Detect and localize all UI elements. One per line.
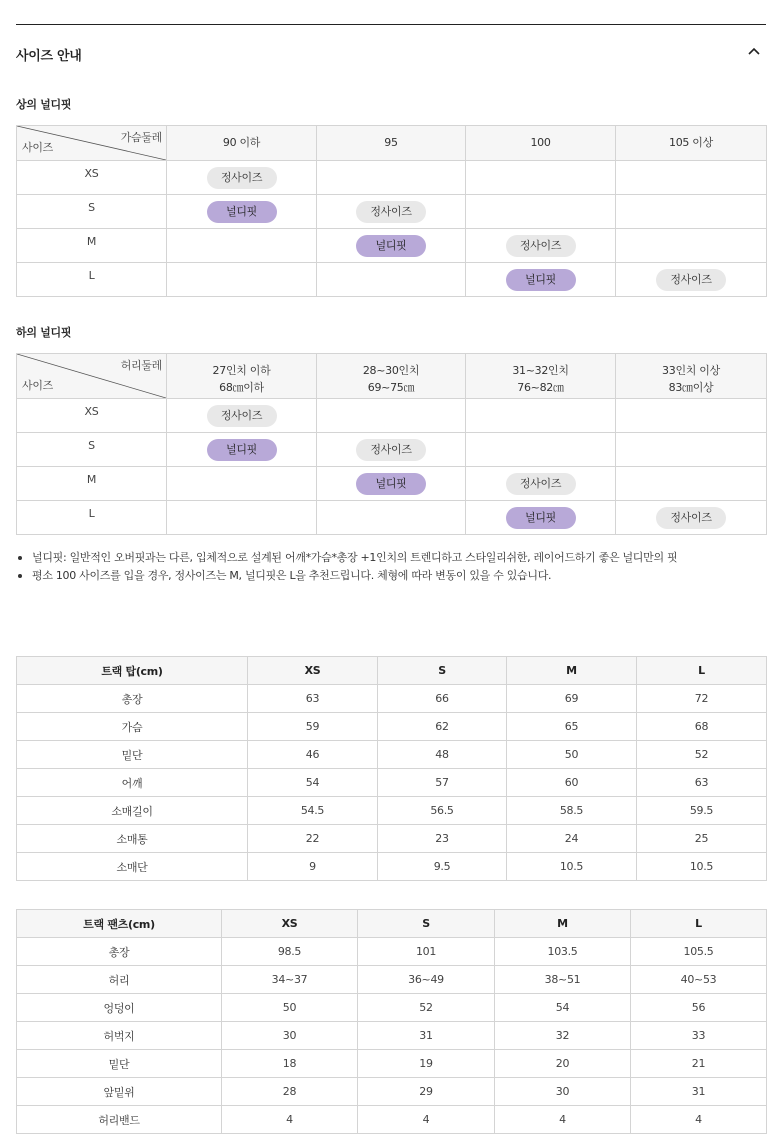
- measure-value: 4: [631, 1106, 767, 1134]
- measure-value: 59: [248, 713, 378, 741]
- standard-size-badge: 정사이즈: [207, 405, 277, 427]
- fit-cell: [317, 467, 466, 501]
- measure-value: 22: [248, 825, 378, 853]
- corner-cell: [17, 354, 167, 399]
- column-header: 90 이하: [167, 126, 317, 161]
- fit-row-l: [17, 501, 767, 535]
- column-header-inch: 33인치 이상: [662, 364, 720, 377]
- track-pants-table: [16, 909, 767, 1134]
- measure-label: 소매통: [17, 825, 248, 853]
- fit-cell: [616, 263, 767, 297]
- standard-size-badge: 정사이즈: [506, 473, 576, 495]
- fit-cell: [616, 195, 767, 229]
- fit-row-l: [17, 263, 767, 297]
- measure-label: 총장: [17, 685, 248, 713]
- column-header: [167, 354, 317, 399]
- column-header: [317, 354, 466, 399]
- fit-cell: [616, 399, 767, 433]
- standard-size-badge: 정사이즈: [356, 201, 426, 223]
- size-label: S: [17, 195, 167, 229]
- fit-cell: [317, 433, 466, 467]
- corner-cell: [17, 126, 167, 161]
- measure-value: 62: [378, 713, 507, 741]
- fit-cell: [317, 195, 466, 229]
- size-label: XS: [17, 161, 167, 195]
- bottom-fit-table: [16, 353, 767, 535]
- size-column-header: XS: [222, 910, 358, 938]
- top-fit-table: [16, 125, 767, 297]
- fit-cell: [466, 161, 616, 195]
- measure-label: 허리: [17, 966, 222, 994]
- measure-label: 밑단: [17, 1050, 222, 1078]
- table-row: [17, 769, 767, 797]
- measure-value: 63: [248, 685, 378, 713]
- fit-cell: [466, 195, 616, 229]
- measure-value: 72: [637, 685, 767, 713]
- fit-row-s: [17, 433, 767, 467]
- fit-cell: [167, 195, 317, 229]
- table-row: [17, 1078, 767, 1106]
- table-row: [17, 685, 767, 713]
- fit-cell: [466, 399, 616, 433]
- table-row: [17, 853, 767, 881]
- size-column-header: L: [631, 910, 767, 938]
- nerdy-fit-badge: 널디핏: [356, 235, 426, 257]
- column-header-cm: 83㎝이상: [668, 381, 714, 394]
- measure-value: 56: [631, 994, 767, 1022]
- column-header-cm: 76~82㎝: [517, 381, 564, 394]
- header-row: [17, 910, 767, 938]
- corner-label-size: 사이즈: [22, 379, 53, 392]
- fit-cell: [466, 501, 616, 535]
- fit-cell: [317, 161, 466, 195]
- fit-cell: [167, 399, 317, 433]
- measure-value: 60: [507, 769, 637, 797]
- measure-value: 20: [495, 1050, 631, 1078]
- measure-value: 30: [222, 1022, 358, 1050]
- fit-cell: [616, 161, 767, 195]
- measure-value: 50: [222, 994, 358, 1022]
- fit-cell: [317, 229, 466, 263]
- fit-row-xs: [17, 399, 767, 433]
- measure-value: 23: [378, 825, 507, 853]
- measure-value: 19: [358, 1050, 495, 1078]
- measure-label: 엉덩이: [17, 994, 222, 1022]
- size-column-header: L: [637, 657, 767, 685]
- fit-cell: [167, 161, 317, 195]
- measure-value: 101: [358, 938, 495, 966]
- fit-cell: [466, 433, 616, 467]
- size-label: M: [17, 229, 167, 263]
- table-title-cell: 트랙 탑(cm): [17, 657, 248, 685]
- column-header-inch: 31~32인치: [512, 364, 569, 377]
- measure-value: 63: [637, 769, 767, 797]
- table-row: [17, 825, 767, 853]
- fit-cell: [317, 399, 466, 433]
- fit-cell: [167, 433, 317, 467]
- measure-value: 32: [495, 1022, 631, 1050]
- measure-value: 4: [222, 1106, 358, 1134]
- nerdy-fit-badge: 널디핏: [506, 269, 576, 291]
- measure-value: 54: [495, 994, 631, 1022]
- standard-size-badge: 정사이즈: [656, 507, 726, 529]
- measure-value: 54.5: [248, 797, 378, 825]
- measure-label: 총장: [17, 938, 222, 966]
- column-header-cm: 68㎝이하: [219, 381, 264, 394]
- note-item: 평소 100 사이즈를 입을 경우, 정사이즈는 M, 널디핏은 L을 추천드립니다. 체형에 따라 변동이 있을 수 있습니다.: [16, 567, 677, 585]
- fit-cell: [167, 501, 317, 535]
- measure-value: 18: [222, 1050, 358, 1078]
- fit-row-s: [17, 195, 767, 229]
- measure-label: 허벅지: [17, 1022, 222, 1050]
- nerdy-fit-badge: 널디핏: [506, 507, 576, 529]
- fit-cell: [616, 433, 767, 467]
- measure-value: 29: [358, 1078, 495, 1106]
- measure-label: 소매단: [17, 853, 248, 881]
- header-row: [17, 657, 767, 685]
- size-label: XS: [17, 399, 167, 433]
- fit-cell: [616, 229, 767, 263]
- standard-size-badge: 정사이즈: [207, 167, 277, 189]
- table-row: [17, 938, 767, 966]
- measure-value: 105.5: [631, 938, 767, 966]
- column-header: 100: [466, 126, 616, 161]
- fit-cell: [616, 501, 767, 535]
- measure-value: 10.5: [507, 853, 637, 881]
- standard-size-badge: 정사이즈: [656, 269, 726, 291]
- size-label: L: [17, 501, 167, 535]
- measure-label: 소매길이: [17, 797, 248, 825]
- measure-value: 30: [495, 1078, 631, 1106]
- size-column-header: XS: [248, 657, 378, 685]
- table-row: [17, 1022, 767, 1050]
- table-row: [17, 797, 767, 825]
- column-header: 105 이상: [616, 126, 767, 161]
- measure-value: 103.5: [495, 938, 631, 966]
- corner-label-size: 사이즈: [22, 141, 53, 154]
- table-row: [17, 1106, 767, 1134]
- measure-value: 38~51: [495, 966, 631, 994]
- measure-value: 31: [358, 1022, 495, 1050]
- measure-value: 52: [637, 741, 767, 769]
- column-header: [616, 354, 767, 399]
- measure-value: 56.5: [378, 797, 507, 825]
- size-label: M: [17, 467, 167, 501]
- fit-row-xs: [17, 161, 767, 195]
- fit-cell: [167, 467, 317, 501]
- nerdy-fit-badge: 널디핏: [207, 201, 277, 223]
- top-divider: [16, 24, 766, 25]
- corner-label-measure: 허리둘레: [120, 359, 162, 372]
- fit-cell: [167, 229, 317, 263]
- measure-value: 34~37: [222, 966, 358, 994]
- measure-value: 4: [495, 1106, 631, 1134]
- table-title-cell: 트랙 팬츠(cm): [17, 910, 222, 938]
- measure-value: 24: [507, 825, 637, 853]
- measure-value: 68: [637, 713, 767, 741]
- measure-value: 40~53: [631, 966, 767, 994]
- size-column-header: M: [495, 910, 631, 938]
- measure-value: 50: [507, 741, 637, 769]
- note-item: 널디핏: 일반적인 오버핏과는 다른, 입체적으로 설계된 어깨*가슴*총장 +1인치의 트렌디하고 스타일리쉬한, 레이어드하기 좋은 널디만의 핏: [16, 549, 677, 567]
- measure-value: 59.5: [637, 797, 767, 825]
- measure-label: 앞밑위: [17, 1078, 222, 1106]
- measure-label: 가슴: [17, 713, 248, 741]
- column-header-inch: 27인치 이하: [212, 364, 271, 377]
- measure-label: 어깨: [17, 769, 248, 797]
- table-row: [17, 741, 767, 769]
- table-row: [17, 994, 767, 1022]
- measure-value: 69: [507, 685, 637, 713]
- measure-value: 28: [222, 1078, 358, 1106]
- fit-cell: [466, 467, 616, 501]
- section-title: 사이즈 안내: [16, 49, 82, 64]
- size-column-header: S: [358, 910, 495, 938]
- standard-size-badge: 정사이즈: [356, 439, 426, 461]
- column-header: 95: [317, 126, 466, 161]
- nerdy-fit-badge: 널디핏: [356, 473, 426, 495]
- top-fit-title: 상의 널디핏: [16, 98, 72, 111]
- size-label: L: [17, 263, 167, 297]
- measure-value: 54: [248, 769, 378, 797]
- column-header-inch: 28~30인치: [362, 364, 420, 377]
- fit-notes: [16, 549, 677, 585]
- nerdy-fit-badge: 널디핏: [207, 439, 277, 461]
- corner-label-measure: 가슴둘레: [120, 131, 162, 144]
- measure-value: 31: [631, 1078, 767, 1106]
- fit-cell: [317, 263, 466, 297]
- measure-value: 33: [631, 1022, 767, 1050]
- bottom-fit-title: 하의 널디핏: [16, 326, 72, 339]
- measure-value: 9.5: [378, 853, 507, 881]
- measure-label: 허리밴드: [17, 1106, 222, 1134]
- measure-value: 46: [248, 741, 378, 769]
- measure-value: 66: [378, 685, 507, 713]
- measure-value: 65: [507, 713, 637, 741]
- fit-cell: [317, 501, 466, 535]
- measure-value: 4: [358, 1106, 495, 1134]
- size-column-header: M: [507, 657, 637, 685]
- fit-cell: [616, 467, 767, 501]
- measure-value: 58.5: [507, 797, 637, 825]
- size-column-header: S: [378, 657, 507, 685]
- fit-cell: [466, 263, 616, 297]
- fit-cell: [167, 263, 317, 297]
- measure-value: 52: [358, 994, 495, 1022]
- measure-value: 25: [637, 825, 767, 853]
- table-row: [17, 966, 767, 994]
- measure-value: 9: [248, 853, 378, 881]
- measure-value: 57: [378, 769, 507, 797]
- table-row: [17, 713, 767, 741]
- measure-value: 36~49: [358, 966, 495, 994]
- column-header-cm: 69~75㎝: [367, 381, 415, 394]
- measure-label: 밑단: [17, 741, 248, 769]
- fit-cell: [466, 229, 616, 263]
- measure-value: 21: [631, 1050, 767, 1078]
- size-label: S: [17, 433, 167, 467]
- measure-value: 98.5: [222, 938, 358, 966]
- table-row: [17, 1050, 767, 1078]
- measure-value: 48: [378, 741, 507, 769]
- column-header: [466, 354, 616, 399]
- fit-row-m: [17, 467, 767, 501]
- standard-size-badge: 정사이즈: [506, 235, 576, 257]
- fit-row-m: [17, 229, 767, 263]
- chevron-up-icon[interactable]: [746, 44, 762, 58]
- measure-value: 10.5: [637, 853, 767, 881]
- track-top-table: [16, 656, 767, 881]
